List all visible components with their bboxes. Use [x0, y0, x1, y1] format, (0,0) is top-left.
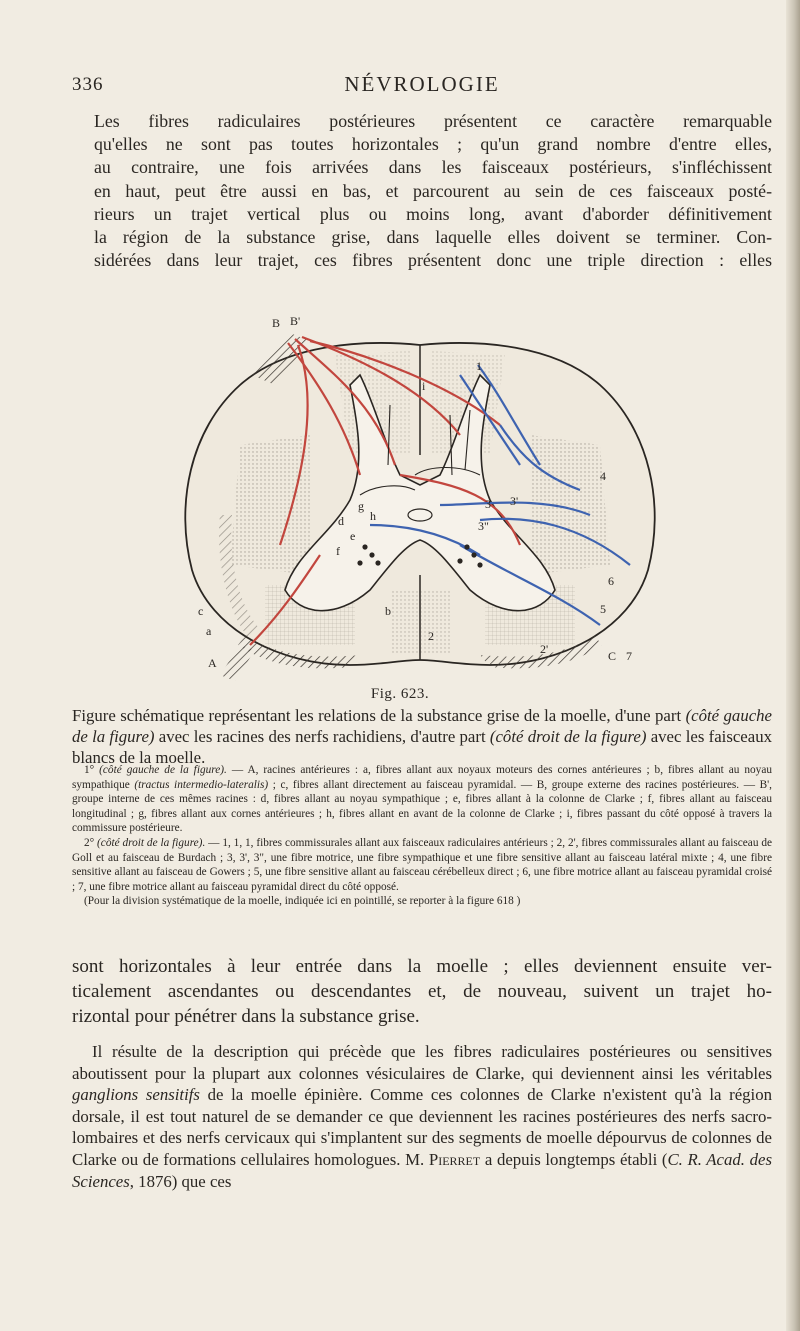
legend-text: — A, racines antérieures : a, fibres allant aux noyaux moteurs des cornes antérieures ; b, fibres allant au noyau sympathique	[72, 764, 772, 791]
para1-line: au contraire, une fois arrivées dans les faisceaux postérieurs, s'infléchissent	[94, 157, 772, 178]
legend-side: (côté gauche de la figure).	[99, 764, 227, 776]
label-7: 7	[626, 649, 632, 663]
para3-text: de la moelle épinière. Comme ces colonnes de Clarke n'existent qu'à la région dorsale, il est tout naturel de se demander ce que deviennent les racines postérieures des nerfs sacro-lombaires et des nerfs cervicaux qui s'implantent sur des segments de moelle dépourvus de colonnes de Clarke ou de formations cellulaires homologues. M.	[72, 1085, 772, 1169]
para1-line: rieurs un trajet vertical plus ou moins long, avant d'aborder définitivement	[94, 203, 772, 224]
label-f: f	[336, 544, 340, 558]
figure-legend	[72, 763, 772, 909]
legend-tractus: (tractus intermedio-lateralis)	[134, 778, 269, 791]
legend-num: 2°	[84, 836, 95, 849]
para1-line: en haut, peut être aussi en bas, et parcourent au sein de ces faisceaux posté-	[94, 180, 772, 201]
para2-line: sont horizontales à leur entrée dans la moelle ; elles deviennent ensuite ver-	[72, 956, 772, 977]
figure-number: Fig. 623.	[370, 686, 430, 702]
label-e: e	[350, 529, 356, 543]
para1-line: Les fibres radiculaires postérieures présentent ce caractère remarquable	[94, 111, 772, 131]
label-2: 2	[428, 629, 434, 643]
legend-num: 1°	[84, 764, 95, 776]
page-edge-shadow	[786, 0, 800, 1331]
label-5: 5	[600, 602, 606, 616]
para1-line: la région de la substance grise, dans laquelle elles doivent se terminer. Con-	[94, 227, 772, 248]
legend-side: (côté droit de la figure).	[97, 836, 206, 849]
legend-part-2	[72, 836, 772, 894]
para3-journal: C. R. Acad. des Sciences	[72, 1149, 772, 1191]
caption-text: avec les racines des nerfs rachidiens, d'autre part	[154, 727, 490, 746]
label-1: 1	[476, 359, 482, 373]
label-6: 6	[608, 574, 614, 588]
label-C: C	[608, 649, 617, 663]
paragraph-1	[72, 110, 772, 272]
label-3: 3	[485, 497, 491, 511]
running-title: NÉVROLOGIE	[344, 72, 500, 96]
label-B-prime: B'	[290, 315, 301, 328]
label-3-prime: 3'	[510, 494, 519, 508]
caption-text: avec les faisceaux blancs de la moelle.	[72, 727, 772, 767]
label-a: a	[206, 624, 212, 638]
label-g: g	[358, 499, 364, 513]
label-c: c	[198, 604, 204, 618]
label-B: B	[272, 316, 281, 330]
label-b: b	[385, 604, 391, 618]
legend-text: ; c, fibres allant directement au faisceau pyramidal. — B, groupe externe des racines postérieures. — B', groupe interne de ces mêmes racines : d, fibres allant au noyau sympathique ; e, fibres allant à la colonne de Clarke ; f, fibres allant au faisceau longitudinal ; g, fibres allant aux cornes antérieures ; h, fibres allant en avant de la colonne de Clarke ; i, fibres passant du côté opposé à travers la commissure postérieure.	[72, 778, 772, 835]
legend-part-3: (Pour la division systématique de la moelle, indiquée ici en pointillé, se reporter à la figure 618 )	[84, 895, 521, 908]
caption-left-side: (côté gauche de la figure)	[72, 706, 772, 746]
label-d: d	[338, 514, 344, 528]
label-2-prime: 2'	[540, 642, 549, 656]
figure-caption	[72, 705, 772, 768]
caption-right-side: (côté droit de la figure)	[489, 727, 647, 746]
label-4: 4	[600, 469, 606, 483]
legend-text: — 1, 1, 1, fibres commissurales allant aux faisceaux radiculaires antérieurs ; 2, 2', fibres commissurales allant au faisceau de Goll et au faisceau de Burdach ; 3, 3', 3", une fibre motrice, une fibre sympathique et une fibre sensitive allant au faisceau latéral mixte ; 4, une fibre sensitive allant au faisceau de Gowers ; 5, une fibre sensitive allant au faisceau cérébelleux direct ; 6, une fibre motrice allant au faisceau pyramidal croisé ; 7, une fibre motrice allant au faisceau pyramidal direct du côté opposé.	[72, 836, 772, 893]
para1-line: sidérées dans leur trajet, ces fibres présentent donc une triple direction : elles	[94, 250, 772, 271]
label-A: A	[208, 656, 217, 670]
para2-line: ticalement ascendantes ou descendantes et, de nouveau, suivent un trajet ho-	[72, 981, 772, 1002]
label-3-dprime: 3"	[478, 519, 489, 533]
page-header	[72, 74, 772, 104]
para3-ganglions: ganglions sensitifs	[72, 1085, 200, 1105]
spinal-cord-figure	[160, 315, 680, 685]
para3-text: Il résulte de la description qui précède que les fibres radiculaires postérieures ou sensitives aboutissent pour la plupart aux colonnes vésiculaires de Clarke, qui deviennent ainsi les véritables	[72, 1042, 772, 1083]
para3-text: a depuis longtemps établi (	[480, 1149, 668, 1169]
paragraph-3	[72, 1041, 772, 1192]
label-i: i	[422, 379, 426, 393]
label-h: h	[370, 509, 376, 523]
page-number: 336	[72, 74, 104, 95]
para1-line: qu'elles ne sont pas toutes horizontales ; qu'un grand nombre d'entre elles,	[94, 134, 772, 155]
para3-author: Pierret	[428, 1149, 481, 1169]
para2-line: rizontal pour pénétrer dans la substance grise.	[72, 1006, 420, 1027]
legend-part-1	[72, 763, 772, 836]
para3-text: , 1876) que ces	[129, 1171, 232, 1191]
paragraph-2	[72, 954, 772, 1029]
caption-text: Figure schématique représentant les relations de la substance grise de la moelle, d'une part	[72, 706, 686, 725]
